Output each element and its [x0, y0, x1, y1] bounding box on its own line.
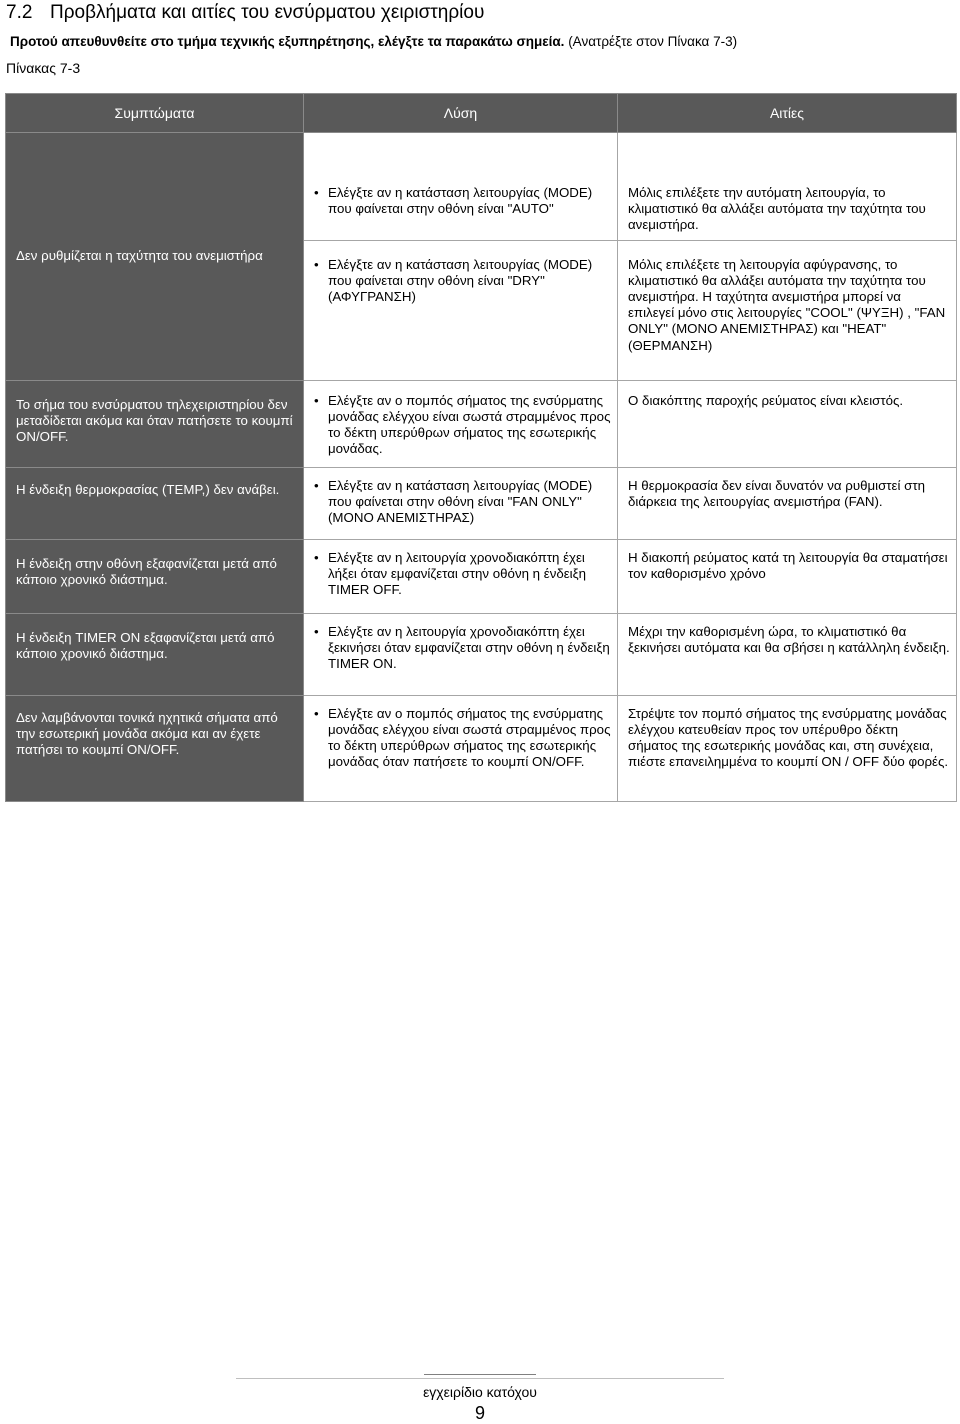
intro-bold-text: Προτού απευθυνθείτε στο τμήμα τεχνικής εξυπηρέτησης, ελέγξτε τα παρακάτω σημεία. — [10, 34, 565, 49]
cause-cell: Μόλις επιλέξετε τη λειτουργία αφύγρανσης, το κλιματιστικό θα αλλάξει αυτόματα την ταχύτητα του ανεμιστήρα. Η ταχύτητα ανεμιστήρα μπορεί να επιλεγεί μόνο στις λειτουργίες "COOL" (ΨΥΞΗ) , "FAN ONLY" (ΜΟΝΟ ΑΝΕΜΙΣΤΗΡΑΣ) και "HEAT" (ΘΕΡΜΑΝΣΗ) — [618, 240, 957, 380]
cause-cell: Ο διακόπτης παροχής ρεύματος είναι κλειστός. — [618, 380, 957, 467]
symptom-cell: Το σήμα του ενσύρματου τηλεχειριστηρίου δεν μεταδίδεται ακόμα και όταν πατήσετε το κουμπί ON/OFF. — [6, 380, 304, 467]
solution-bullet: • Ελέγξτε αν η κατάσταση λειτουργίας (MODE) που φαίνεται στην οθόνη είναι "FAN ONLY" (ΜΟΝΟ ΑΝΕΜΙΣΤΗΡΑΣ) — [314, 478, 611, 527]
solution-bullet: • Ελέγξτε αν η λειτουργία χρονοδιακόπτη έχει ξεκινήσει όταν εμφανίζεται στην οθόνη η ένδειξη TIMER ON. — [314, 624, 611, 673]
solution-bullet: • Ελέγξτε αν ο πομπός σήματος της ενσύρματης μονάδας ελέγχου είναι σωστά στραμμένος προς το δέκτη υπερύθρων σήματος της εσωτερικής μονάδας όταν πατήσετε το κουμπί ON/OFF. — [314, 706, 611, 771]
symptom-cell: Η ένδειξη στην οθόνη εξαφανίζεται μετά από κάποιο χρονικό διάστημα. — [6, 539, 304, 613]
table-row — [6, 133, 957, 241]
solution-bullet: • Ελέγξτε αν ο πομπός σήματος της ενσύρματης μονάδας ελέγχου είναι σωστά στραμμένος προς το δέκτη υπερύθρων σήματος της εσωτερικής μονάδας. — [314, 393, 611, 458]
header-symptoms: Συμπτώματα — [6, 94, 304, 133]
table-row — [6, 467, 957, 539]
solution-bullet: • Ελέγξτε αν η λειτουργία χρονοδιακόπτη έχει λήξει όταν εμφανίζεται στην οθόνη η ένδειξη TIMER OFF. — [314, 550, 611, 599]
cause-cell: Η θερμοκρασία δεν είναι δυνατόν να ρυθμιστεί στη διάρκεια της λειτουργίας ανεμιστήρα (FAN). — [618, 467, 957, 539]
intro-reference-text: (Ανατρέξτε στον Πίνακα 7-3) — [564, 34, 738, 49]
page-number: 9 — [474, 1403, 485, 1423]
cause-cell: Μόλις επιλέξετε την αυτόματη λειτουργία, το κλιματιστικό θα αλλάξει αυτόματα την ταχύτητα του ανεμιστήρα. — [618, 133, 957, 241]
table-row — [6, 613, 957, 695]
cause-cell: Η διακοπή ρεύματος κατά τη λειτουργία θα σταματήσει τον καθορισμένο χρόνο — [618, 539, 957, 613]
cause-cell: Στρέψτε τον πομπό σήματος της ενσύρματης μονάδας ελέγχου κατευθείαν προς τον υπέρυθρο δέκτη σήματος της εσωτερικής μονάδας και, στη συνέχεια, πιέστε επανειλημμένα το κουμπί ON / OFF δύο φορές. — [618, 695, 957, 801]
section-heading — [6, 2, 484, 24]
solution-cell — [304, 613, 618, 695]
table-row — [6, 380, 957, 467]
intro-paragraph — [10, 34, 737, 49]
header-causes: Αιτίες — [618, 94, 957, 133]
symptom-cell: Η ένδειξη θερμοκρασίας (TEMP,) δεν ανάβει. — [6, 467, 304, 539]
table-row — [6, 539, 957, 613]
solution-cell — [304, 380, 618, 467]
header-solution: Λύση — [304, 94, 618, 133]
section-title: Προβλήματα και αιτίες του ενσύρματου χειριστηρίου — [50, 2, 485, 23]
footer-manual-title: εγχειρίδιο κατόχου — [423, 1384, 537, 1400]
solution-cell — [304, 240, 618, 380]
section-number: 7.2 — [6, 2, 33, 23]
solution-cell — [304, 133, 618, 241]
footer-divider-short — [424, 1374, 536, 1375]
solution-cell — [304, 467, 618, 539]
solution-cell — [304, 695, 618, 801]
symptom-cell: Δεν λαμβάνονται τονικά ηχητικά σήματα από την εσωτερική μονάδα ακόμα και αν έχετε πατήσει το κουμπί ON/OFF. — [6, 695, 304, 801]
solution-cell — [304, 539, 618, 613]
solution-bullet: • Ελέγξτε αν η κατάσταση λειτουργίας (MODE) που φαίνεται στην οθόνη είναι "DRY" (ΑΦΥΓΡΑΝΣΗ) — [314, 257, 611, 306]
table-row — [6, 695, 957, 801]
table-header-row — [6, 94, 957, 133]
symptom-cell: Η ένδειξη TIMER ON εξαφανίζεται μετά από κάποιο χρονικό διάστημα. — [6, 613, 304, 695]
table-caption: Πίνακας 7-3 — [6, 60, 81, 76]
troubleshooting-table — [5, 93, 957, 802]
solution-bullet: • Ελέγξτε αν η κατάσταση λειτουργίας (MODE) που φαίνεται στην οθόνη είναι "AUTO" — [314, 185, 611, 217]
symptom-cell: Δεν ρυθμίζεται η ταχύτητα του ανεμιστήρα — [6, 133, 304, 381]
cause-cell: Μέχρι την καθορισμένη ώρα, το κλιματιστικό θα ξεκινήσει αυτόματα και θα σβήσει η κατάλληλη ένδειξη. — [618, 613, 957, 695]
footer-divider — [236, 1378, 724, 1379]
